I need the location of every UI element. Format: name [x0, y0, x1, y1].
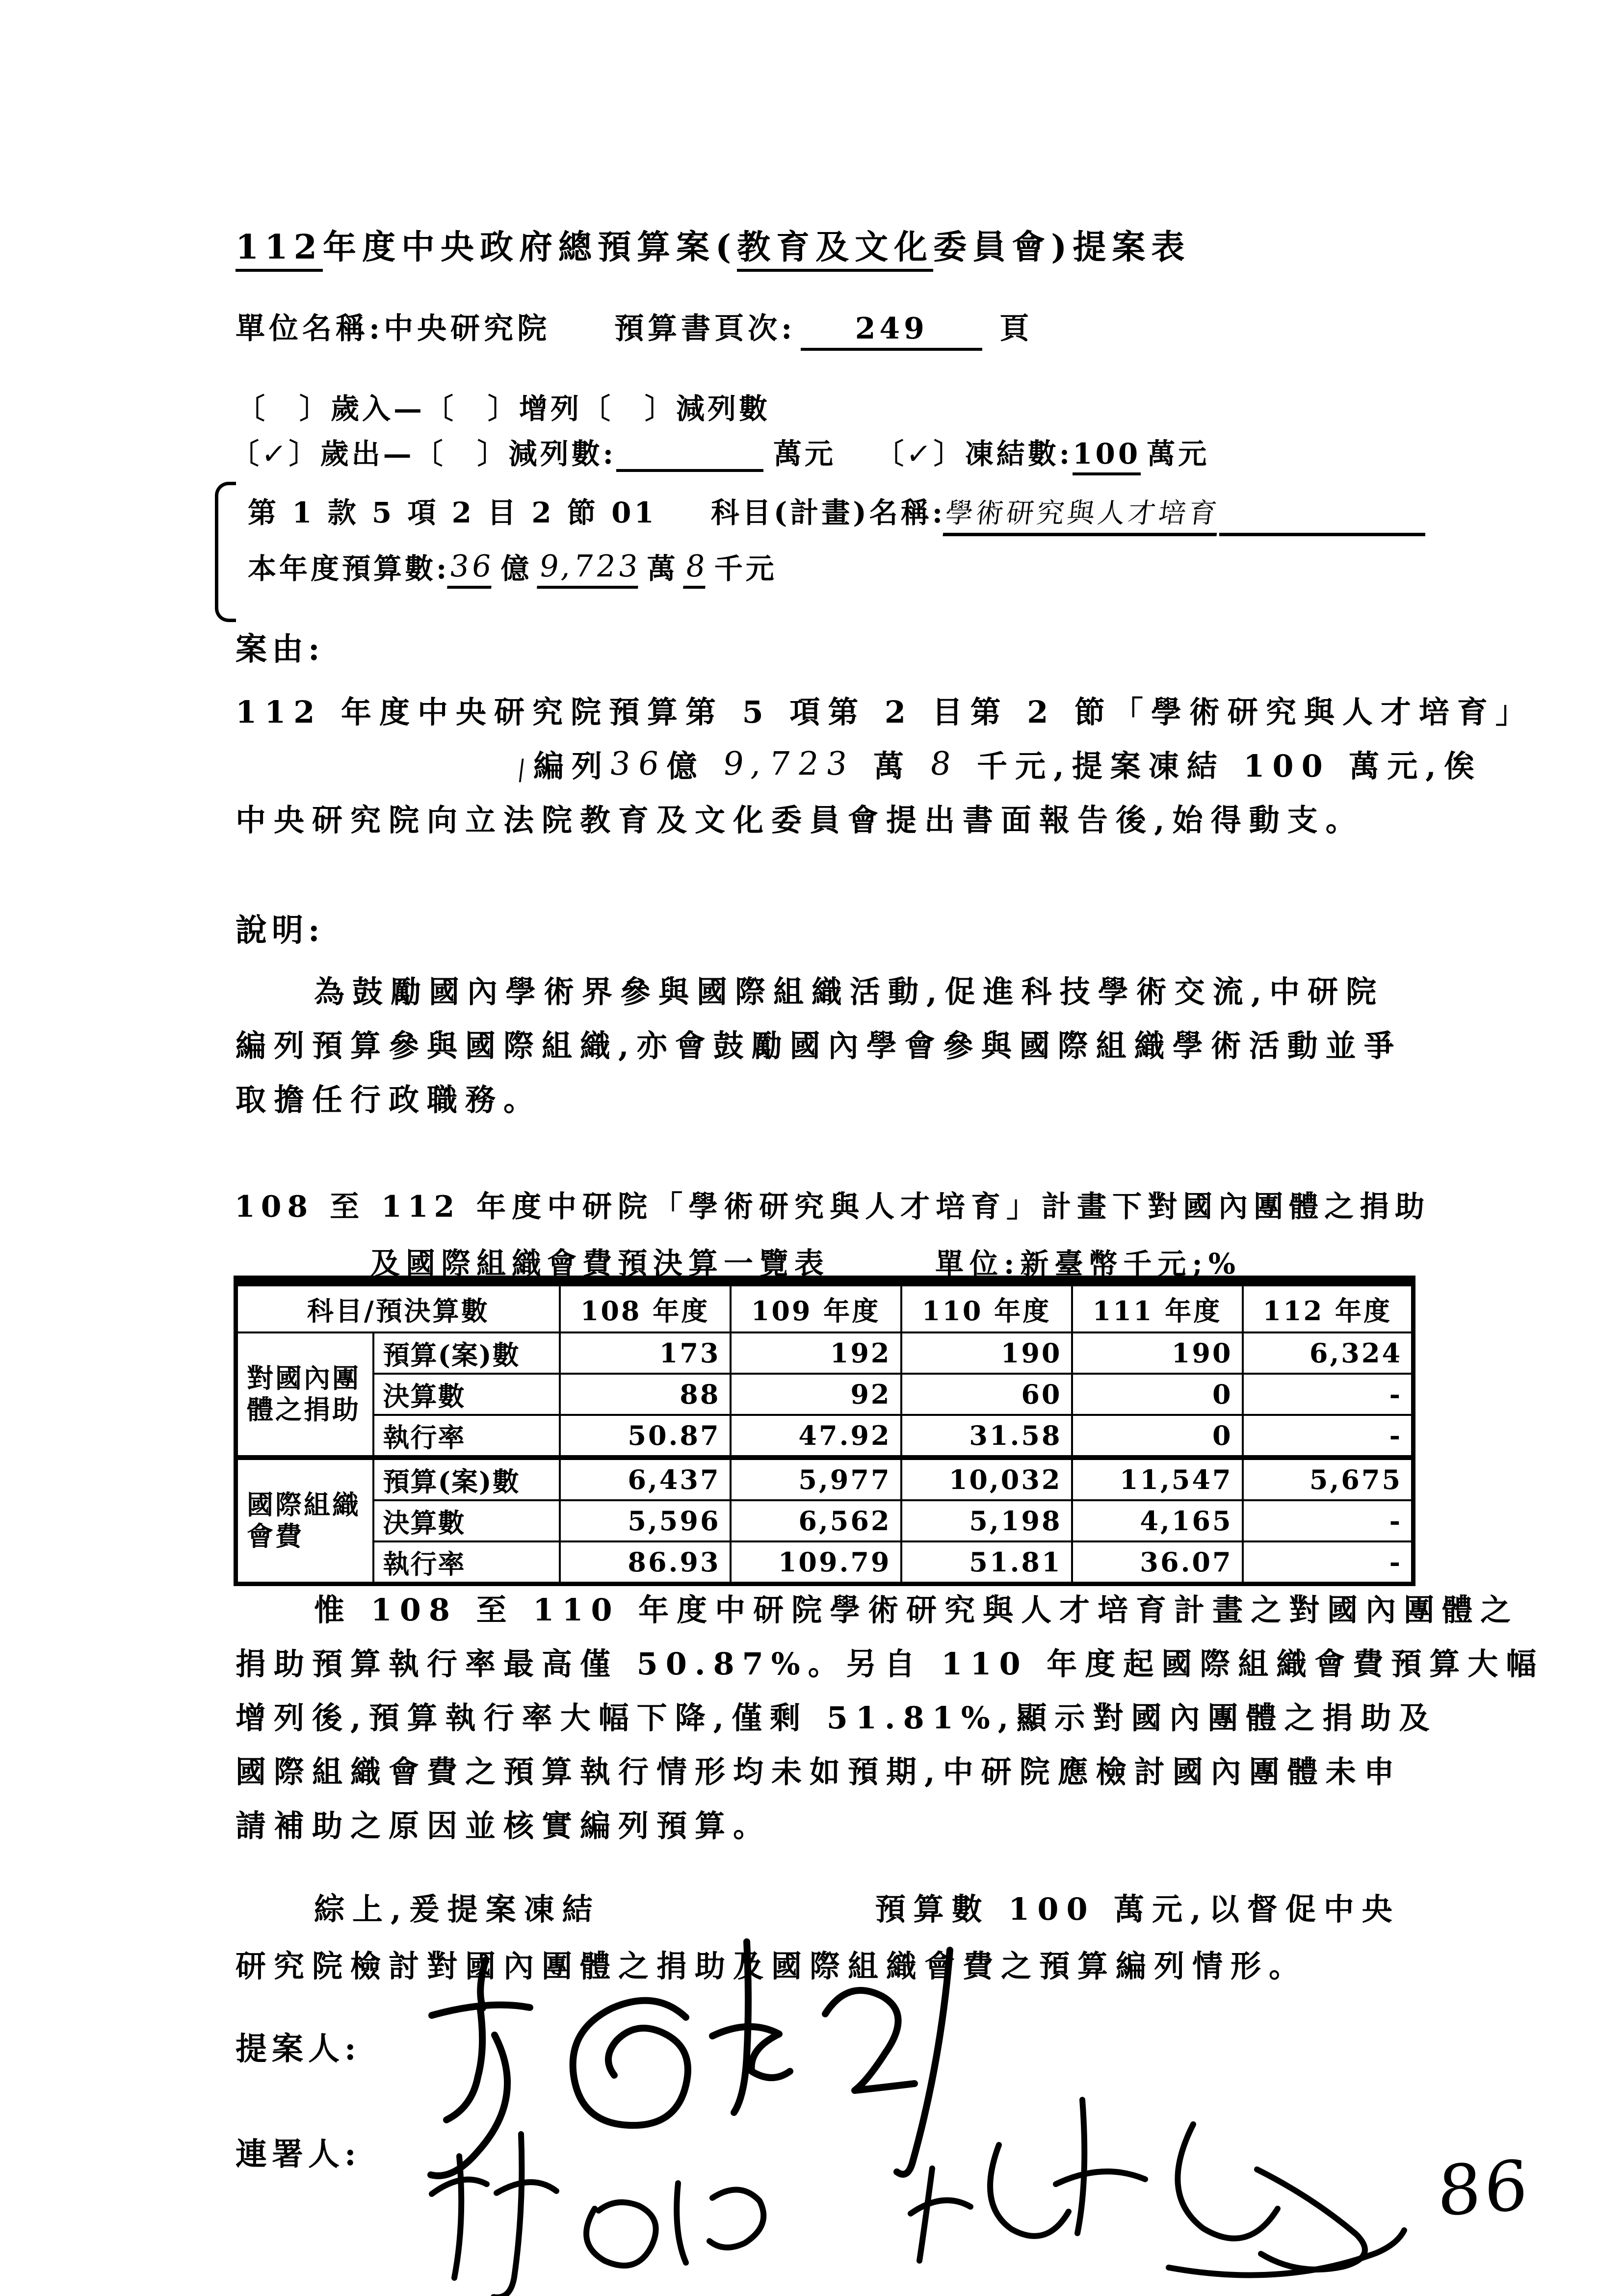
explain-line-2: 編列預算參與國際組織,亦會鼓勵國內學會參與國際組織學術活動並爭: [236, 1028, 1402, 1064]
cell: 4,165: [1072, 1500, 1243, 1541]
insertion-mark: |: [516, 755, 535, 783]
unit-name: 單位名稱:中央研究院: [236, 312, 551, 346]
case-mid2: 萬: [855, 748, 930, 784]
cell: 192: [731, 1332, 901, 1374]
row-label: 執行率: [373, 1541, 560, 1584]
table-row: [236, 1541, 1414, 1584]
budget-wan-value-handwritten: 9,723: [537, 549, 643, 589]
table-title-line-1: 108 至 112 年度中研院「學術研究與人才培育」計畫下對國內團體之捐助: [235, 1190, 1431, 1224]
title-mid: 年度中央政府總預算案(: [322, 228, 737, 267]
bracket-open: 〔: [231, 437, 262, 470]
cell: 36.07: [1072, 1541, 1243, 1584]
budget-amount-line: [248, 546, 777, 591]
case-paragraph-line-3: 中央研究院向立法院教育及文化委員會提出書面報告後,始得動支。: [236, 802, 1364, 838]
table-row: [236, 1374, 1414, 1415]
year-header-110: 110 年度: [901, 1281, 1072, 1332]
cell: 88: [560, 1374, 731, 1415]
subject-underline-tail: [1219, 504, 1425, 536]
cell: 6,437: [560, 1458, 731, 1500]
budget-book-page-suffix: 頁: [999, 312, 1033, 346]
row-label: 預算(案)數: [373, 1332, 560, 1374]
cell: 190: [1072, 1332, 1243, 1374]
reduction-amount-blank: [616, 441, 763, 472]
wan-yuan-2: 萬元: [1147, 437, 1210, 470]
freeze-amount-value: 100: [1073, 437, 1141, 475]
cell: -: [1243, 1374, 1414, 1415]
cell: 0: [1072, 1374, 1243, 1415]
year-header-112: 112 年度: [1243, 1281, 1414, 1332]
explain-line-3: 取擔任行政職務。: [236, 1082, 542, 1118]
note-line-5: 請補助之原因並核實編列預算。: [236, 1808, 772, 1844]
checkbox-row-expenditure: [231, 431, 1209, 472]
subject-value-handwritten: 學術研究與人才培育: [943, 492, 1222, 536]
checkmark-freeze-icon: ✓: [904, 437, 936, 470]
cell: -: [1243, 1500, 1414, 1541]
cell: 31.58: [901, 1415, 1072, 1458]
cell: 5,977: [731, 1458, 901, 1500]
clause-left-bracket: [215, 482, 236, 622]
wan-yuan-1: 萬元: [773, 437, 837, 470]
cell: 5,596: [560, 1500, 731, 1541]
case-wan-value-handwritten: 9,723: [721, 745, 858, 783]
page-number-handwritten: 86: [1437, 2145, 1532, 2232]
table-header-row: [236, 1281, 1414, 1332]
cell: 109.79: [731, 1541, 901, 1584]
cosigner-label: 連署人:: [236, 2136, 361, 2173]
unit-line: [236, 305, 1033, 351]
budget-book-page-value: 249: [801, 312, 982, 351]
case-heading: 案由:: [236, 631, 325, 668]
cell: 173: [560, 1332, 731, 1374]
cosigner-signature-2: [911, 2100, 1404, 2275]
group-label-international: 國際組織會費: [236, 1458, 373, 1584]
unit-wan: 萬: [647, 552, 679, 585]
cell: 50.87: [560, 1415, 731, 1458]
budget-amount-label: 本年度預算數:: [248, 552, 450, 585]
year-header-109: 109 年度: [731, 1281, 901, 1332]
row-label: 執行率: [373, 1415, 560, 1458]
title-tail: 委員會)提案表: [933, 228, 1191, 267]
clause-line: [248, 490, 1425, 536]
case-line2-pre: 編列: [533, 748, 610, 784]
table-row: [236, 1415, 1414, 1458]
cell: 92: [731, 1374, 901, 1415]
cosigner-signature-1: [432, 2134, 763, 2296]
cell: 0: [1072, 1415, 1243, 1458]
note-line-2: 捐助預算執行率最高僅 50.87%。另自 110 年度起國際組織會費預算大幅: [236, 1646, 1545, 1682]
proposer-label: 提案人:: [236, 2031, 361, 2067]
clause-code: 第 1 款 5 項 2 目 2 節 01: [248, 496, 657, 529]
row-label: 決算數: [373, 1500, 560, 1541]
case-qian-value-handwritten: 8: [928, 745, 961, 783]
budget-book-page-label: 預算書頁次:: [614, 312, 796, 346]
cell: 6,562: [731, 1500, 901, 1541]
page-title: [236, 221, 1190, 268]
case-paragraph-line-2: [518, 742, 1482, 785]
cell: 5,198: [901, 1500, 1072, 1541]
group-label-domestic: 對國內團體之捐助: [236, 1332, 373, 1458]
budget-table: [234, 1276, 1415, 1586]
table-unit-note: 單位:新臺幣千元;%: [935, 1247, 1241, 1280]
cell: 6,324: [1243, 1332, 1414, 1374]
unit-qianyuan: 千元: [714, 552, 777, 585]
title-year: 112: [236, 228, 323, 272]
note-line-1: 惟 108 至 110 年度中研院學術研究與人才培育計畫之對國內團體之: [314, 1592, 1519, 1628]
row-label: 預算(案)數: [373, 1458, 560, 1500]
year-header-108: 108 年度: [560, 1281, 731, 1332]
title-committee: 教育及文化: [737, 228, 933, 272]
unit-yi: 億: [500, 552, 532, 585]
table-corner-header: 科目/預決算數: [236, 1281, 560, 1332]
checkmark-expenditure-icon: ✓: [260, 437, 291, 470]
explain-heading: 說明:: [236, 912, 325, 949]
freeze-label: 〕凍結數:: [933, 437, 1073, 470]
cell: 190: [901, 1332, 1072, 1374]
row-label: 決算數: [373, 1374, 560, 1415]
case-yi-value-handwritten: 36: [607, 745, 669, 783]
cell: 5,675: [1243, 1458, 1414, 1500]
cell: 11,547: [1072, 1458, 1243, 1500]
checkbox-row-revenue: 〔 〕歲入—〔 〕增列〔 〕減列數: [236, 392, 771, 425]
bracket-open-2: 〔: [875, 437, 907, 470]
explain-line-1: 為鼓勵國內學術界參與國際組織活動,促進科技學術交流,中研院: [314, 974, 1385, 1010]
summary-line-1: [314, 1885, 1400, 1929]
case-paragraph-line-1: 112 年度中央研究院預算第 5 項第 2 目第 2 節「學術研究與人才培育」: [236, 694, 1534, 730]
table-row: [236, 1500, 1414, 1541]
expenditure-text: 〕歲出—〔 〕減列數:: [288, 437, 617, 470]
cell: 86.93: [560, 1541, 731, 1584]
cell: -: [1243, 1541, 1414, 1584]
table-title-line-2-text: 及國際組織會費預決算一覽表: [370, 1247, 830, 1281]
note-line-4: 國際組織會費之預算執行情形均未如預期,中研院應檢討國內團體未申: [236, 1754, 1402, 1790]
table-row: [236, 1332, 1414, 1374]
cell: 60: [901, 1374, 1072, 1415]
budget-yi-value-handwritten: 36: [447, 549, 496, 589]
cell: -: [1243, 1415, 1414, 1458]
subject-label: 科目(計畫)名稱:: [710, 496, 946, 529]
cell: 10,032: [901, 1458, 1072, 1500]
cell: 51.81: [901, 1541, 1072, 1584]
note-line-3: 增列後,預算執行率大幅下降,僅剩 51.81%,顯示對國內團體之捐助及: [236, 1700, 1438, 1736]
summary-line-1-pre: 綜上,爰提案凍結: [314, 1891, 601, 1927]
cell: 47.92: [731, 1415, 901, 1458]
year-header-111: 111 年度: [1072, 1281, 1243, 1332]
budget-qian-value-handwritten: 8: [683, 549, 710, 589]
summary-line-1-post: 預算數 100 萬元,以督促中央: [875, 1891, 1400, 1927]
summary-line-2: 研究院檢討對國內團體之捐助及國際組織會費之預算編列情形。: [236, 1948, 1308, 1984]
table-row: [236, 1458, 1414, 1500]
case-mid1: 億: [666, 748, 724, 784]
case-line2-tail: 千元,提案凍結 100 萬元,俟: [958, 748, 1482, 784]
